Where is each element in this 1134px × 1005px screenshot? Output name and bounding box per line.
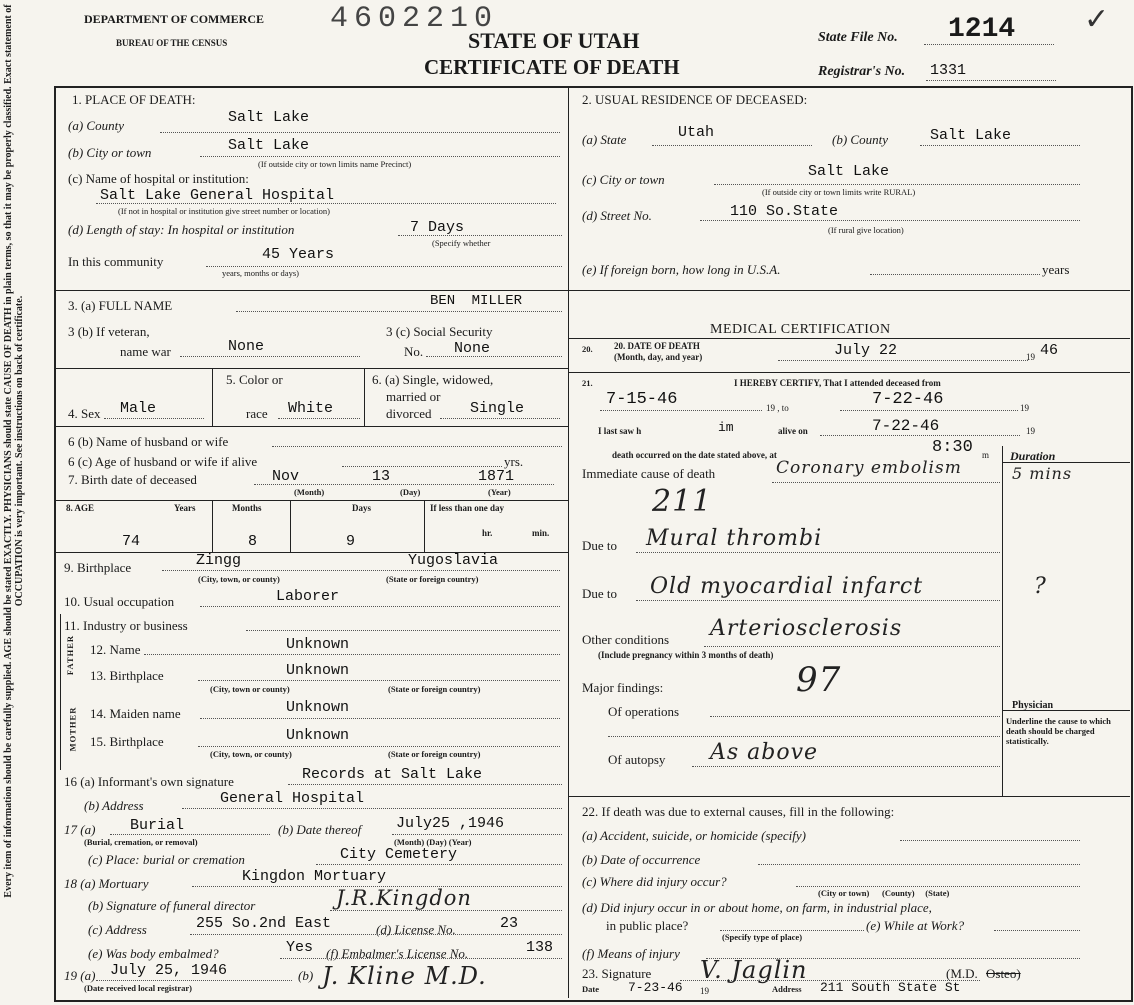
marital-label-2: married or xyxy=(386,389,441,404)
due-2: Old myocardial infarct xyxy=(650,574,924,599)
mortuary-addr: 255 So.2nd East xyxy=(196,915,332,932)
burial-value: Burial xyxy=(130,817,185,834)
certificate-title: CERTIFICATE OF DEATH xyxy=(424,55,680,79)
ss-label-2: No. xyxy=(404,344,424,359)
death-occurred-label: death occurred on the date stated above, at xyxy=(612,450,777,460)
ss-value: None xyxy=(454,340,491,357)
place-stay-label: (d) Length of stay: In hospital or institution xyxy=(68,222,295,237)
mother-city-note: (City, town, or county) xyxy=(210,749,292,759)
age-years: 74 xyxy=(122,533,141,550)
birth-year: 1871 xyxy=(478,468,515,485)
nineteen-2: 19 xyxy=(1026,426,1035,436)
place-hospital-label: (c) Name of hospital or institution: xyxy=(68,171,249,186)
residence-state-label: (a) State xyxy=(582,132,627,147)
attended-to: 7-22-46 xyxy=(872,390,944,409)
where-label: (c) Where did injury occur? xyxy=(582,874,727,889)
pregnancy-note: (Include pregnancy within 3 months of death) xyxy=(598,650,774,660)
death-time: 8:30 xyxy=(932,438,973,457)
registrar-b-label: (b) xyxy=(298,968,314,983)
state-title: STATE OF UTAH xyxy=(468,28,640,53)
alive-on: 7-22-46 xyxy=(872,417,940,435)
residence-street-label: (d) Street No. xyxy=(582,208,652,223)
father-name-label: 12. Name xyxy=(90,642,141,657)
last-saw-h: im xyxy=(718,420,734,435)
embalmed-label: (e) Was body embalmed? xyxy=(88,946,219,961)
residence-foreign-label: (e) If foreign born, how long in U.S.A. xyxy=(582,262,781,277)
home-label: (d) Did injury occur in or about home, on farm, in industrial place, xyxy=(582,900,932,915)
bureau-label: BUREAU OF THE CENSUS xyxy=(116,38,228,48)
mortuary-label: 18 (a) Mortuary xyxy=(64,876,149,891)
autopsy-label: Of autopsy xyxy=(608,752,666,767)
burial-date: July25 ,1946 xyxy=(396,815,505,832)
medical-heading: MEDICAL CERTIFICATION xyxy=(710,322,891,337)
age-months: 8 xyxy=(248,533,258,550)
check-mark: ✓ xyxy=(1084,3,1110,36)
occurrence-date-label: (b) Date of occurrence xyxy=(582,852,701,867)
day-label: (Day) xyxy=(400,487,421,497)
place-hospital-note: (If not in hospital or institution give street number or location) xyxy=(118,206,330,216)
embalmed-value: Yes xyxy=(286,939,314,956)
name-label: 3. (a) FULL NAME xyxy=(68,298,173,313)
side-instructions: Every item of information should be carefully supplied. AGE should be stated EXACTLY. PHYSICIANS should state CAUSE OF DEATH in plain terms, so that it may be properly classified. Exact statement of OCCUPATION is very important. See instructions on back of certificate. xyxy=(3,4,25,898)
year-label: (Year) xyxy=(488,487,511,497)
to-label: 19 , to xyxy=(766,403,789,413)
md-label: (M.D. xyxy=(946,966,978,981)
father-birthplace: Unknown xyxy=(286,662,350,679)
age-days-col: Days xyxy=(352,503,372,513)
num-21: 21. xyxy=(582,378,593,388)
marital-label: 6. (a) Single, widowed, xyxy=(372,372,494,387)
burial-date-note: (Month) (Day) (Year) xyxy=(394,837,472,847)
embalmer-license: 138 xyxy=(526,939,554,956)
father-city-note: (City, town or county) xyxy=(210,684,290,694)
bp-city-note: (City, town, or county) xyxy=(198,574,280,584)
due-2-question: ? xyxy=(1034,574,1047,599)
place-county: Salt Lake xyxy=(228,109,310,126)
residence-city-label: (c) City or town xyxy=(582,172,665,187)
residence-county-label: (b) County xyxy=(832,132,888,147)
birth-day: 13 xyxy=(372,468,391,485)
immediate-label: Immediate cause of death xyxy=(582,466,716,481)
place-stay: 7 Days xyxy=(410,219,465,236)
occupation: Laborer xyxy=(276,588,340,605)
residence-years-label: years xyxy=(1042,262,1070,277)
father-name: Unknown xyxy=(286,636,350,653)
m-label: m xyxy=(982,450,990,460)
sex-value: Male xyxy=(120,400,157,417)
external-heading: 22. If death was due to external causes, fill in the following: xyxy=(582,804,895,819)
nineteen-1: 19 xyxy=(1020,403,1029,413)
industry-label: 11. Industry or business xyxy=(64,618,188,633)
major-findings-label: Major findings: xyxy=(582,680,664,695)
place-community-note: years, months or days) xyxy=(222,268,299,278)
md-struck: Osteo) xyxy=(986,966,1021,981)
age-lessday-col: If less than one day xyxy=(430,503,505,513)
place-community-label: In this community xyxy=(68,254,164,269)
veteran-label-2: name war xyxy=(120,344,171,359)
place-hospital: Salt Lake General Hospital xyxy=(100,187,335,204)
director-signature: J.R.Kingdon xyxy=(336,886,472,910)
physician-note: Underline the cause to which death should be charged statistically. xyxy=(1006,716,1111,746)
residence-street: 110 So.State xyxy=(730,203,839,220)
occupation-label: 10. Usual occupation xyxy=(64,594,175,609)
place-county-label: (a) County xyxy=(68,118,124,133)
residence-state: Utah xyxy=(678,124,715,141)
color-label: 5. Color or xyxy=(226,372,283,387)
informant-sig: Records at Salt Lake xyxy=(302,766,483,783)
mother-birthplace: Unknown xyxy=(286,727,350,744)
type-note: (Specify type of place) xyxy=(722,932,803,942)
director-label: (b) Signature of funeral director xyxy=(88,898,256,913)
burial-note: (Burial, cremation, or removal) xyxy=(84,837,198,847)
burial-place-label: (c) Place: burial or cremation xyxy=(88,852,245,867)
place-heading: 1. PLACE OF DEATH: xyxy=(72,92,196,107)
age-label: 8. AGE xyxy=(66,503,95,513)
where-note: (City or town) (County) (State) xyxy=(818,888,950,898)
veteran-value: None xyxy=(228,338,265,355)
ss-label: 3 (c) Social Security xyxy=(386,324,493,339)
place-stay-note: (Specify whether xyxy=(432,238,491,248)
race-value: White xyxy=(288,400,334,417)
death-year: 46 xyxy=(1040,342,1059,359)
burial-prefix: 17 (a) xyxy=(64,822,96,837)
registrar-number: 1331 xyxy=(930,62,967,79)
physician-header: Physician xyxy=(1012,700,1054,711)
sig-nineteen: 19 xyxy=(700,986,709,996)
autopsy-value: As above xyxy=(710,740,819,765)
duration-header: Duration xyxy=(1010,449,1056,463)
informant-addr: General Hospital xyxy=(220,790,365,807)
death-date: July 22 xyxy=(834,342,898,359)
sig-address-label: Address xyxy=(772,984,802,994)
birthplace-city: Zingg xyxy=(196,552,242,569)
residence-county: Salt Lake xyxy=(930,127,1012,144)
residence-street-note: (If rural give location) xyxy=(828,225,904,235)
public-label: in public place? xyxy=(606,918,689,933)
state-file-label: State File No. xyxy=(818,30,898,45)
due-2-label: Due to xyxy=(582,586,618,601)
death-year-prefix: 19 xyxy=(1026,352,1035,362)
place-city-note: (If outside city or town limits name Precinct) xyxy=(258,159,412,169)
means-label: (f) Means of injury xyxy=(582,946,680,961)
mortuary-addr-label: (c) Address xyxy=(88,922,147,937)
death-date-num: 20. xyxy=(582,344,593,354)
last-saw-label: I last saw h xyxy=(598,426,642,436)
sig-date-label: Date xyxy=(582,984,599,994)
spouse-label: 6 (b) Name of husband or wife xyxy=(68,434,229,449)
sig-address: 211 South State St xyxy=(820,980,961,995)
due-1: Mural thrombi xyxy=(646,526,823,551)
received-note: (Date received local registrar) xyxy=(84,983,193,993)
registrar-label: Registrar's No. xyxy=(818,64,906,79)
birth-month: Nov xyxy=(272,468,300,485)
place-city: Salt Lake xyxy=(228,137,310,154)
burial-place: City Cemetery xyxy=(340,846,458,863)
age-days: 9 xyxy=(346,533,356,550)
informant-label: 16 (a) Informant's own signature xyxy=(64,774,234,789)
yrs-label: yrs. xyxy=(504,454,524,469)
mother-birthplace-label: 15. Birthplace xyxy=(90,734,164,749)
residence-heading: 2. USUAL RESIDENCE OF DECEASED: xyxy=(582,92,808,107)
certify-text: I HEREBY CERTIFY, That I attended deceased from xyxy=(734,378,941,388)
marital-value: Single xyxy=(470,400,525,417)
birth-label: 7. Birth date of deceased xyxy=(68,472,197,487)
license-value: 23 xyxy=(500,915,519,932)
month-label: (Month) xyxy=(294,487,325,497)
sex-label: 4. Sex xyxy=(68,406,101,421)
work-label: (e) While at Work? xyxy=(866,918,965,933)
state-file-number: 1214 xyxy=(948,14,1016,45)
signature-label: 23. Signature xyxy=(582,966,652,981)
veteran-label: 3 (b) If veteran, xyxy=(68,324,150,339)
spouse-age-label: 6 (c) Age of husband or wife if alive xyxy=(68,454,258,469)
physician-signature: V. Jaglin xyxy=(700,956,808,984)
father-country-note: (State or foreign country) xyxy=(388,684,481,694)
attended-from: 7-15-46 xyxy=(606,390,678,409)
code-2: 97 xyxy=(796,660,842,700)
alive-on-label: alive on xyxy=(778,426,808,436)
license-label: (d) License No. xyxy=(376,922,456,937)
hr-label: hr. xyxy=(482,528,493,538)
other-label: Other conditions xyxy=(582,632,670,647)
mother-country-note: (State or foreign country) xyxy=(388,749,481,759)
birthplace-country: Yugoslavia xyxy=(408,552,499,569)
full-name: BEN MILLER xyxy=(430,293,523,309)
maiden-label: 14. Maiden name xyxy=(90,706,181,721)
min-label: min. xyxy=(532,528,550,538)
department-label: DEPARTMENT OF COMMERCE xyxy=(84,12,265,26)
father-label: FATHER xyxy=(65,634,76,676)
accident-label: (a) Accident, suicide, or homicide (specify) xyxy=(582,828,806,843)
received-date: July 25, 1946 xyxy=(110,962,228,979)
immediate-cause: Coronary embolism xyxy=(776,458,962,478)
residence-city-note: (If outside city or town limits write RURAL) xyxy=(762,187,916,197)
place-city-label: (b) City or town xyxy=(68,145,152,160)
mother-label: MOTHER xyxy=(67,706,78,752)
death-date-label: 20. DATE OF DEATH xyxy=(614,341,700,351)
received-label: 19 (a) xyxy=(64,968,96,983)
operations-label: Of operations xyxy=(608,704,680,719)
race-label: race xyxy=(246,406,268,421)
death-date-note: (Month, day, and year) xyxy=(614,352,703,362)
due-1-label: Due to xyxy=(582,538,618,553)
father-birthplace-label: 13. Birthplace xyxy=(90,668,164,683)
registrar-signature: J. Kline M.D. xyxy=(322,962,487,990)
informant-addr-label: (b) Address xyxy=(84,798,144,813)
duration-value: 5 mins xyxy=(1012,464,1073,483)
code-1: 211 xyxy=(652,484,713,519)
embalmer-label: (f) Embalmer's License No. xyxy=(326,946,469,961)
sig-date: 7-23-46 xyxy=(628,980,683,995)
burial-date-label: (b) Date thereof xyxy=(278,822,362,837)
mortuary-value: Kingdon Mortuary xyxy=(242,868,387,885)
stamp-number: 4602210 xyxy=(330,2,499,36)
bp-country-note: (State or foreign country) xyxy=(386,574,479,584)
mother-maiden: Unknown xyxy=(286,699,350,716)
birthplace-label: 9. Birthplace xyxy=(64,560,132,575)
other-conditions: Arteriosclerosis xyxy=(710,616,903,641)
marital-label-3: divorced xyxy=(386,406,432,421)
age-months-col: Months xyxy=(232,503,262,513)
residence-city: Salt Lake xyxy=(808,163,890,180)
age-years-col: Years xyxy=(174,503,196,513)
place-community: 45 Years xyxy=(262,246,335,263)
